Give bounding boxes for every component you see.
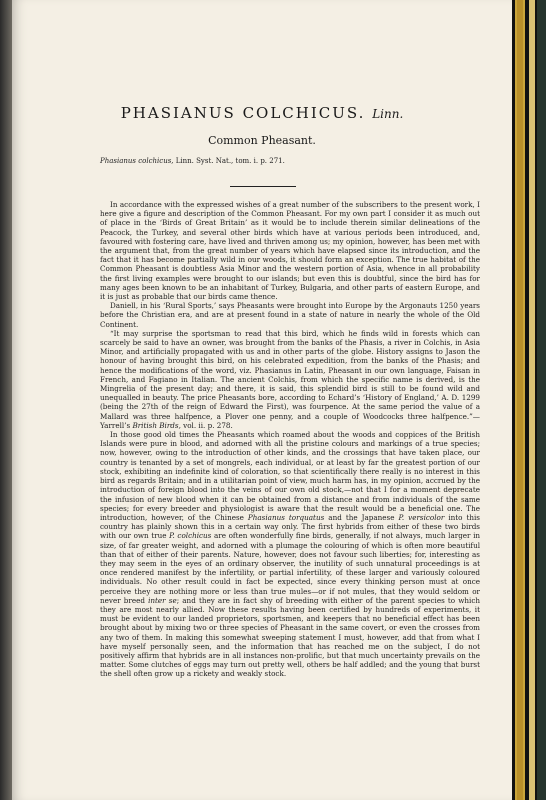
title-divider (230, 186, 296, 187)
species-authority: Linn. (372, 107, 404, 121)
species-colchicus: P. colchicus (169, 531, 212, 541)
gilt-stripe (529, 0, 535, 800)
paragraph-4-text-d: are often wonderfully fine birds, generally, if not always, much larger in size, of far greater weight, and adorned with a plumage the colouring of which is often more beautiful than that of either of their parents. Nature, however, does not favour such liberties; for, interesting as they may seem in the eyes of an ordinary observer, the inutility of such unnatural proceedings is at once rendered manifest by the infertility, or partial infertility, of these larger and variously coloured individuals. No other result could in fact be expected, since every thinking person must at once perceive they are nothing more or less than true mules—or if not mules, that they would seldom or never breed (100, 531, 481, 605)
citation-ref: vol. ii. p. 278. (183, 420, 233, 430)
paragraph-3 (100, 329, 480, 430)
cover-edge (537, 0, 546, 800)
body-text (100, 200, 480, 679)
synonym-name: Phasianus colchicus, (100, 157, 174, 165)
phrase-inter-se: inter se (148, 595, 177, 605)
page-title (12, 104, 512, 122)
citation-book: British Birds, (132, 420, 181, 430)
paragraph-4-text-e: ; and they are in fact shy of breeding with either of the parent species to which they are most nearly allied. Now these results having been certified by hundreds of experiments, it must be evident to our landed proprietors, sportsmen, and keepers that no beneficial effect has been brought about by mixing two or three species of Pheasant in the same covert, or even the crosses from any two of them. In making this somewhat sweeping statement I must, however, add that from what I have myself personally seen, and the information that has reached me on the subject, I do not positively affirm that hybrids are in all instances non-prolific, but that much uncertainty prevails on the matter. Some clutches of eggs may turn out pretty well, others be half addled; and the young that burst the shell often grow up a rickety and weakly stock. (100, 595, 481, 679)
gilt-spine-inner (517, 0, 523, 800)
book-page (12, 0, 512, 800)
paragraph-4-text-b: and the Japanese (328, 512, 395, 522)
paragraph-4 (100, 430, 480, 678)
synonym-line (100, 157, 285, 165)
gilt-spine-edge (515, 0, 525, 800)
page-gutter-shadow (0, 0, 12, 800)
paragraph-3-text: “It may surprise the sportsman to read that this bird, which he finds wild in forests which can scarcely be said to have an owner, was brought from the banks of the Phasis, a river in Colchis, in Asia Minor, and artificially propagated with us and in other parts of the globe. History assigns to Jason the honour of having brought this bird, on his celebrated expedition, from the banks of the Phasis; and hence the modifications of the word, viz. Phasianus in Latin, Pheasant in our own language, Faisan in French, and Fagiano in Italian. The ancient Colchis, from which the specific name is derived, is the Mingrelia of the present day; and there, it is said, this splendid bird is still to be found wild and unequalled in beauty. The price Pheasants bore, according to Echard’s ‘History of England,’ A. D. 1299 (being the 27th of the reign of Edward the First), was fourpence. At the same period the value of a Mallard was three halfpence, a Plover one penny, and a couple of Woodcocks three halfpence.”— (100, 328, 480, 421)
paragraph-1: In accordance with the expressed wishes of a great number of the subscribers to the present work, I here give a figure and description of the Common Pheasant. For my own part I consider it as much out of place in the ‘Birds of Great Britain’ as it would be to include therein similar delineations of the Peacock, the Turkey, and several other birds which have at various periods been introduced, and, favoured with fostering care, have lived and thriven among us; my opinion, however, has been met with the argument that, from the great number of years which have elapsed since its introduction, and the fact that it has become partially wild in our woods, it should form an exception. The true habitat of the Common Pheasant is doubtless Asia Minor and the western portion of Asia, whence in all probability the first living examples were brought to our islands; but even this is doubtful, since the bird has for many ages been known to be an inhabitant of Turkey, Bulgaria, and other parts of eastern Europe, and it is just as probable that our birds came thence. (100, 200, 480, 302)
paragraph-4-text-a: In those good old times the Pheasants which roamed about the woods and coppices of the British Islands were pure in blood, and adorned with all the pristine colours and markings of a true species; now, however, owing to the introduction of other kinds, and the crossings that have taken place, our country is tenanted by a set of mongrels, each individual, or at least by far the greatest portion of our stock, exhibiting an indefinite kind of coloration, so that scientifically there really is no interest in this bird as regards Britain; and in a utilitarian point of view, much harm has, in my opinion, accrued by the introduction of foreign blood into the veins of our own old stock,—not that I for a moment deprecate the infusion of new blood when it can be obtained from a distance and from individuals of the same species; for every breeder and physiologist is aware that the result would be a beneficial one. The introduction, however, of the Chinese (100, 430, 480, 522)
paragraph-2: Daniell, in his ‘Rural Sports,’ says Pheasants were brought into Europe by the Argonauts 1250 years before the Christian era, and are at present found in a state of nature in nearly the whole of the Old Continent. (100, 301, 480, 329)
species-torquatus: Phasianus torquatus (247, 512, 325, 522)
species-title: PHASIANUS COLCHICUS. (120, 104, 366, 122)
paragraph-4-text-c: into this country has plainly shown this in a certain way only. The first hybrids from either of these two birds with our own true (100, 512, 480, 541)
citation-author: Yarrell’s (100, 420, 131, 430)
synonym-reference: Linn. Syst. Nat., tom. i. p. 271. (175, 157, 285, 165)
species-versicolor: P. versicolor (398, 512, 445, 522)
common-name: Common Pheasant. (208, 134, 316, 147)
